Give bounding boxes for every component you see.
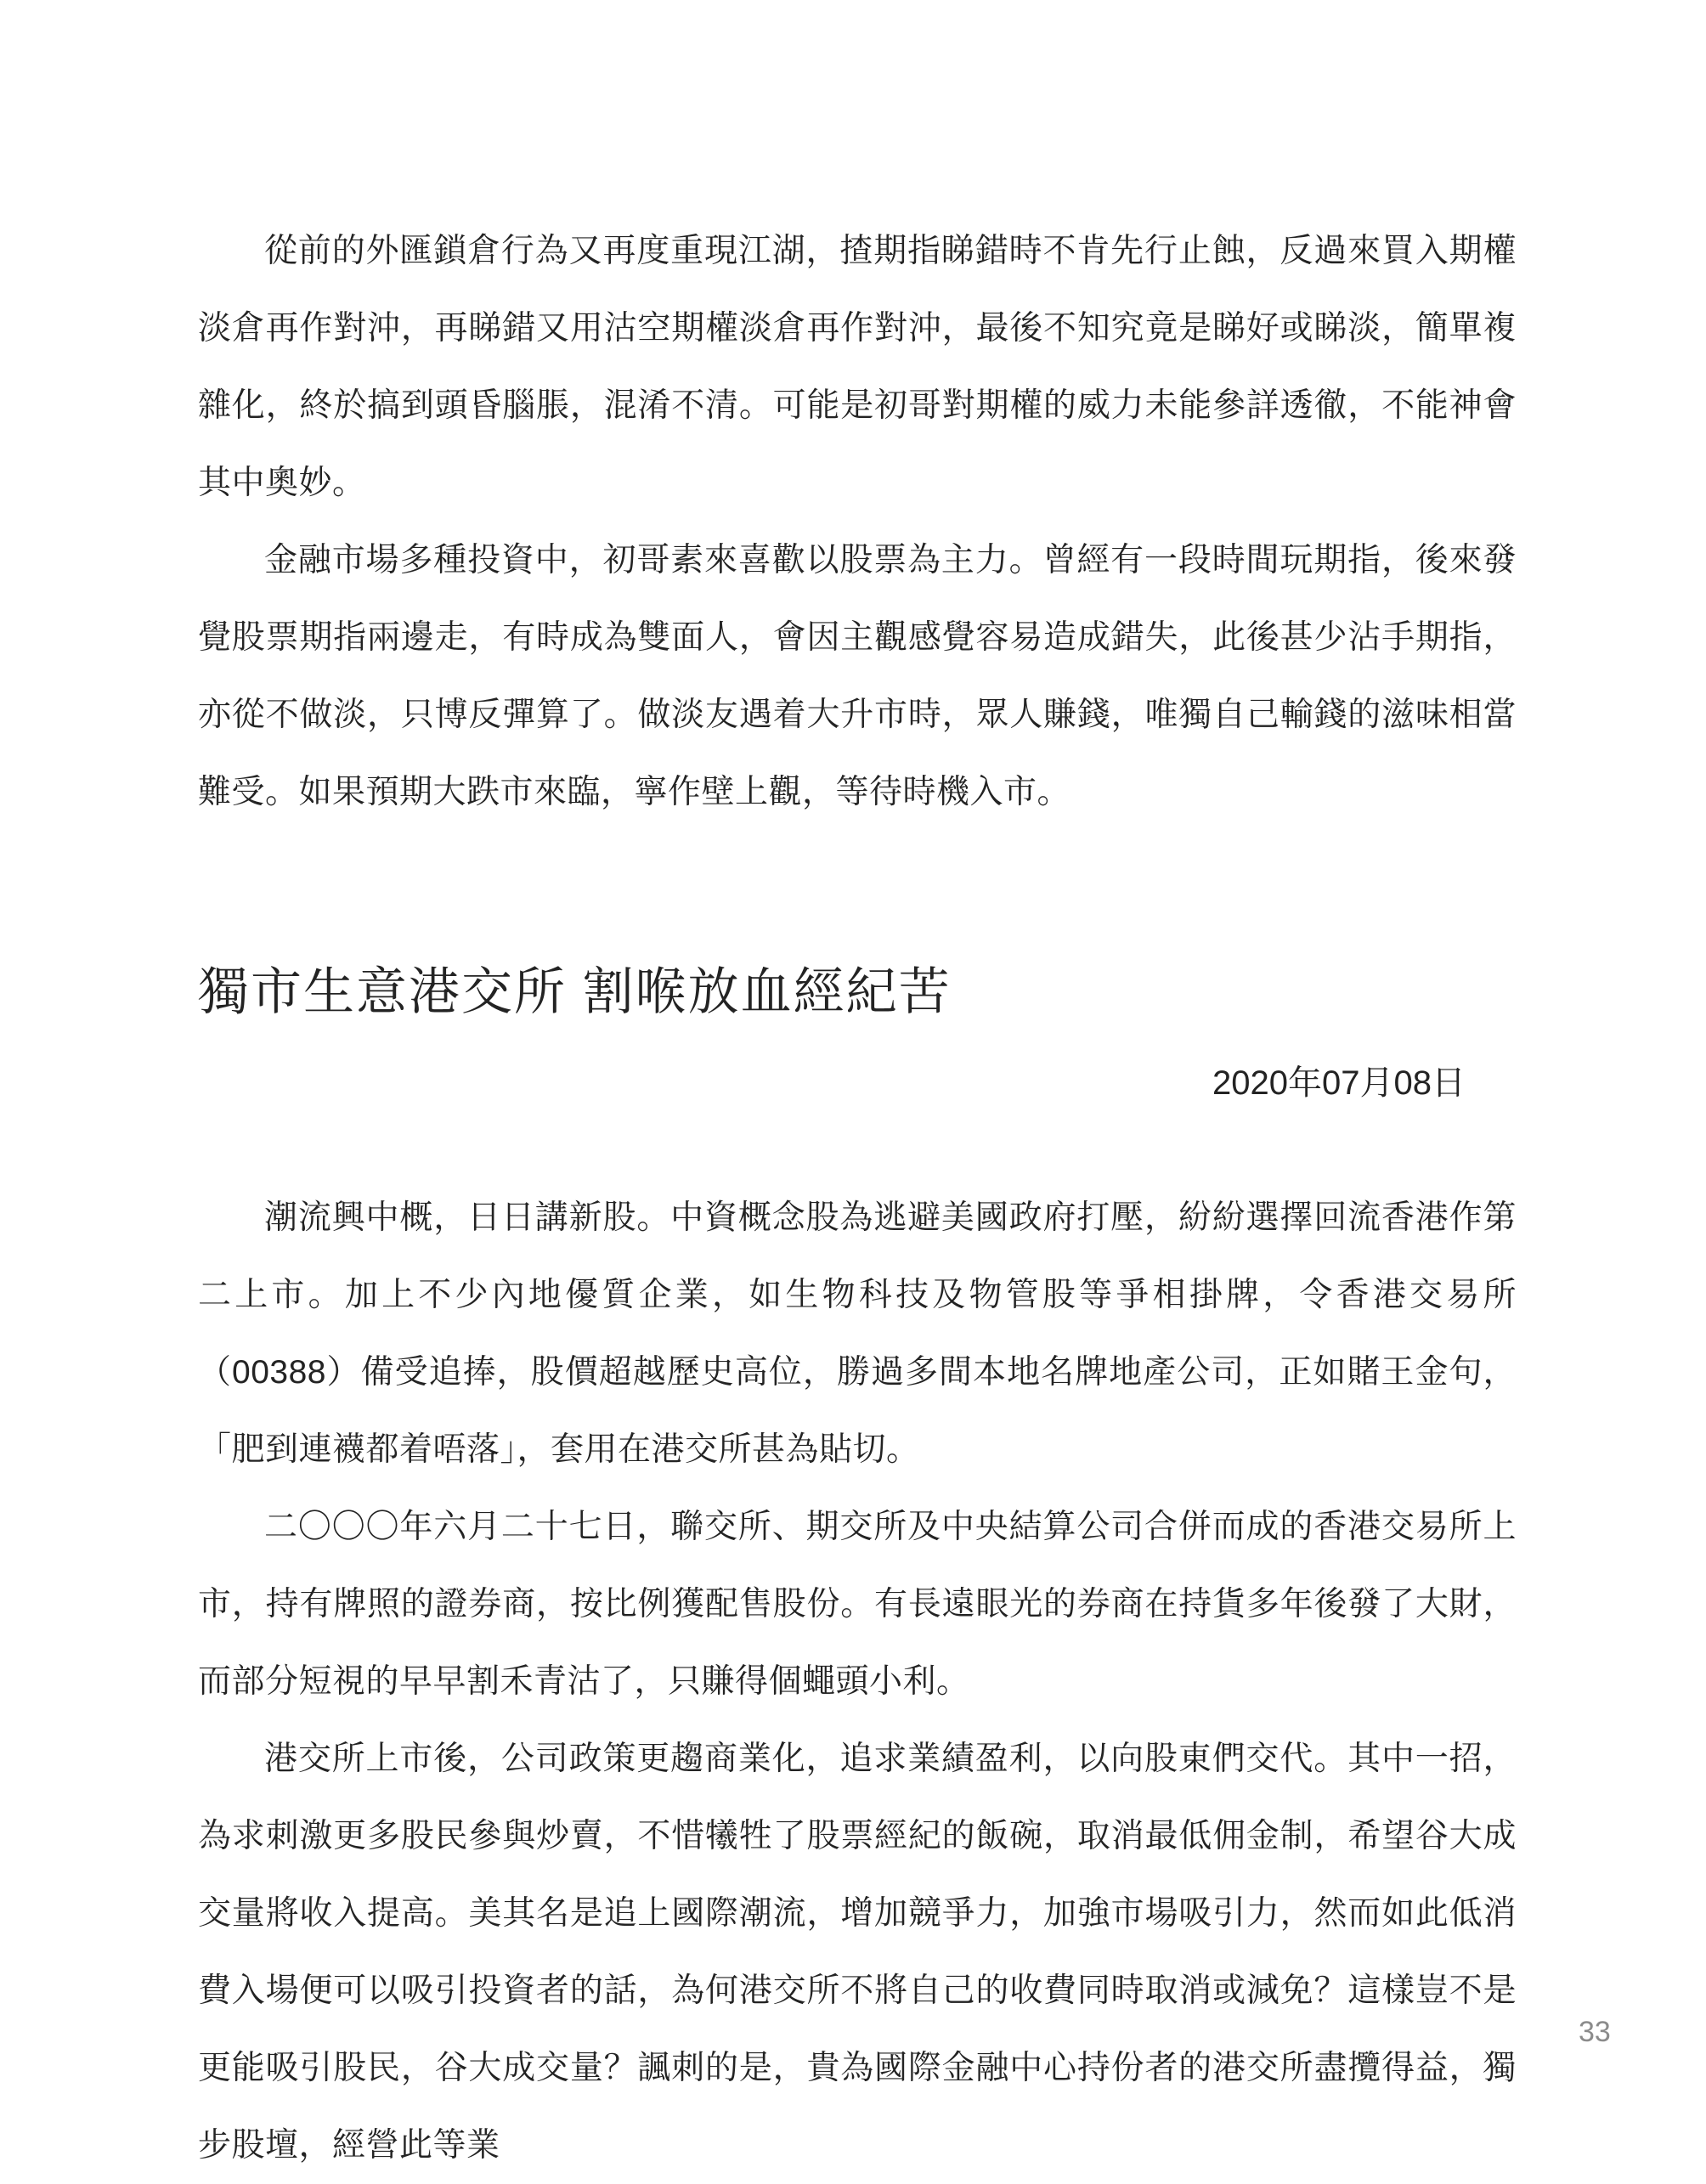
paragraph: 潮流興中概，日日講新股。中資概念股為逃避美國政府打壓，紛紛選擇回流香港作第二上市。加上不少內地優質企業，如生物科技及物管股等爭相掛牌，令香港交易所（00388）備受追捧，股價超越歷史高位，勝過多間本地名牌地產公司，正如賭王金句，「肥到連襪都着唔落」，套用在港交所甚為貼切。 [198, 1199, 1517, 1468]
paragraph: 金融市場多種投資中，初哥素來喜歡以股票為主力。曾經有一段時間玩期指，後來發覺股票期指兩邊走，有時成為雙面人，會因主觀感覺容易造成錯失，此後甚少沾手期指，亦從不做淡，只博反彈算了。做淡友遇着大升市時，眾人賺錢，唯獨自己輸錢的滋味相當難受。如果預期大跌市來臨，寧作壁上觀，等待時機入市。 [198, 542, 1517, 810]
article-body [198, 1179, 1517, 2184]
paragraph: 二〇〇〇年六月二十七日，聯交所、期交所及中央結算公司合併而成的香港交易所上市，持有牌照的證券商，按比例獲配售股份。有長遠眼光的券商在持貨多年後發了大財，而部分短視的早早割禾青沽了，只賺得個蠅頭小利。 [198, 1509, 1517, 1700]
article-date: 2020年07月08日 [1212, 1064, 1466, 1102]
article-title: 獨市生意港交所 割喉放血經紀苦 [198, 963, 952, 1020]
paragraph: 港交所上市後，公司政策更趨商業化，追求業績盈利，以向股東們交代。其中一招，為求刺激更多股民參與炒賣，不惜犧牲了股票經紀的飯碗，取消最低佣金制，希望谷大成交量將收入提高。美其名是追上國際潮流，增加競爭力，加強市場吸引力，然而如此低消費入場便可以吸引投資者的話，為何港交所不將自己的收費同時取消或減免？這樣豈不是更能吸引股民，谷大成交量？諷刺的是，貴為國際金融中心持份者的港交所盡攬得益，獨步股壇，經營此等業 [198, 1741, 1517, 2164]
page-number: 33 [1579, 2016, 1611, 2048]
paragraph: 從前的外匯鎖倉行為又再度重現江湖，揸期指睇錯時不肯先行止蝕，反過來買入期權淡倉再作對沖，再睇錯又用沽空期權淡倉再作對沖，最後不知究竟是睇好或睇淡，簡單複雜化，終於搞到頭昏腦脹，混淆不清。可能是初哥對期權的威力未能參詳透徹，不能神會其中奧妙。 [198, 233, 1517, 501]
previous-article-body [198, 212, 1517, 831]
